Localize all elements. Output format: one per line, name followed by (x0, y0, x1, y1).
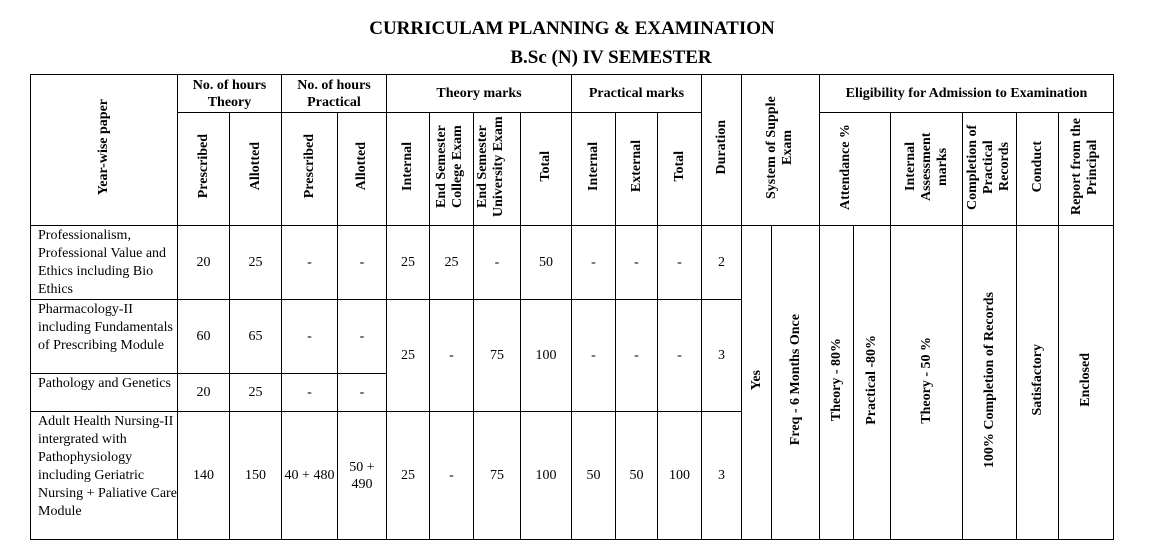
header-end-sem-university: End Semester University Exam (474, 113, 521, 226)
header-theory-internal: Internal (387, 113, 430, 226)
theory-allotted: 150 (230, 412, 282, 540)
attendance-theory: Theory - 80% (820, 226, 854, 540)
theory-internal: 25 (387, 226, 430, 300)
theory-university-exam: 75 (474, 300, 521, 412)
theory-prescribed: 20 (178, 226, 230, 300)
header-report-principal: Report from the Principal (1059, 113, 1114, 226)
paper-name: Adult Health Nursing-II intergrated with Pathophysiology including Geriatric Nursing + Paliative Care Module (31, 412, 178, 540)
internal-assessment-value: Theory - 50 % (891, 226, 963, 540)
report-value: Enclosed (1059, 226, 1114, 540)
header-theory-total: Total (521, 113, 572, 226)
theory-prescribed: 20 (178, 374, 230, 412)
header-practical-external: External (616, 113, 658, 226)
header-theory-prescribed: Prescribed (178, 113, 230, 226)
header-practical-internal: Internal (572, 113, 616, 226)
practical-external: 50 (616, 412, 658, 540)
practical-total: 100 (658, 412, 702, 540)
practical-allotted: 50 + 490 (338, 412, 387, 540)
paper-name: Pathology and Genetics (31, 374, 178, 412)
practical-prescribed: - (282, 374, 338, 412)
practical-allotted: - (338, 226, 387, 300)
theory-university-exam: - (474, 226, 521, 300)
theory-internal: 25 (387, 300, 430, 412)
completion-records-value: 100% Completion of Records (963, 226, 1017, 540)
practical-internal: 50 (572, 412, 616, 540)
practical-prescribed: - (282, 300, 338, 374)
practical-external: - (616, 226, 658, 300)
header-theory-allotted: Allotted (230, 113, 282, 226)
header-attendance: Attendance % (820, 113, 891, 226)
practical-external: - (616, 300, 658, 412)
header-practical-marks: Practical marks (572, 75, 702, 113)
theory-college-exam: - (430, 412, 474, 540)
duration: 2 (702, 226, 742, 300)
page-subtitle: B.Sc (N) IV SEMESTER (510, 47, 712, 68)
attendance-practical: Practical -80% (854, 226, 891, 540)
practical-prescribed: - (282, 226, 338, 300)
theory-university-exam: 75 (474, 412, 521, 540)
header-supple: System of Supple Exam (742, 75, 820, 226)
paper-name: Pharmacology-II including Fundamentals of Prescribing Module (31, 300, 178, 374)
practical-internal: - (572, 300, 616, 412)
header-eligibility: Eligibility for Admission to Examination (820, 75, 1114, 113)
theory-total: 100 (521, 300, 572, 412)
header-completion-records: Completion of Practical Records (963, 113, 1017, 226)
header-year-wise-paper: Year-wise paper (31, 75, 178, 226)
duration: 3 (702, 300, 742, 412)
theory-college-exam: - (430, 300, 474, 412)
practical-prescribed: 40 + 480 (282, 412, 338, 540)
supple-yes: Yes (742, 226, 772, 540)
header-duration: Duration (702, 75, 742, 226)
page-title: CURRICULAM PLANNING & EXAMINATION (369, 18, 775, 39)
theory-allotted: 65 (230, 300, 282, 374)
conduct-value: Satisfactory (1017, 226, 1059, 540)
header-hours-theory: No. of hours Theory (178, 75, 282, 113)
header-practical-total: Total (658, 113, 702, 226)
header-practical-prescribed: Prescribed (282, 113, 338, 226)
theory-college-exam: 25 (430, 226, 474, 300)
theory-total: 50 (521, 226, 572, 300)
header-end-sem-college: End Semester College Exam (430, 113, 474, 226)
header-theory-marks: Theory marks (387, 75, 572, 113)
practical-allotted: - (338, 374, 387, 412)
theory-prescribed: 60 (178, 300, 230, 374)
paper-name: Professionalism, Professional Value and Ethics including Bio Ethics (31, 226, 178, 300)
practical-allotted: - (338, 300, 387, 374)
supple-frequency: Freq - 6 Months Once (772, 226, 820, 540)
header-conduct: Conduct (1017, 113, 1059, 226)
header-practical-allotted: Allotted (338, 113, 387, 226)
practical-total: - (658, 226, 702, 300)
header-hours-practical: No. of hours Practical (282, 75, 387, 113)
duration: 3 (702, 412, 742, 540)
curriculum-table (30, 74, 1114, 540)
header-internal-assessment: Internal Assessment marks (891, 113, 963, 226)
practical-total: - (658, 300, 702, 412)
theory-allotted: 25 (230, 226, 282, 300)
practical-internal: - (572, 226, 616, 300)
theory-total: 100 (521, 412, 572, 540)
theory-allotted: 25 (230, 374, 282, 412)
theory-internal: 25 (387, 412, 430, 540)
theory-prescribed: 140 (178, 412, 230, 540)
